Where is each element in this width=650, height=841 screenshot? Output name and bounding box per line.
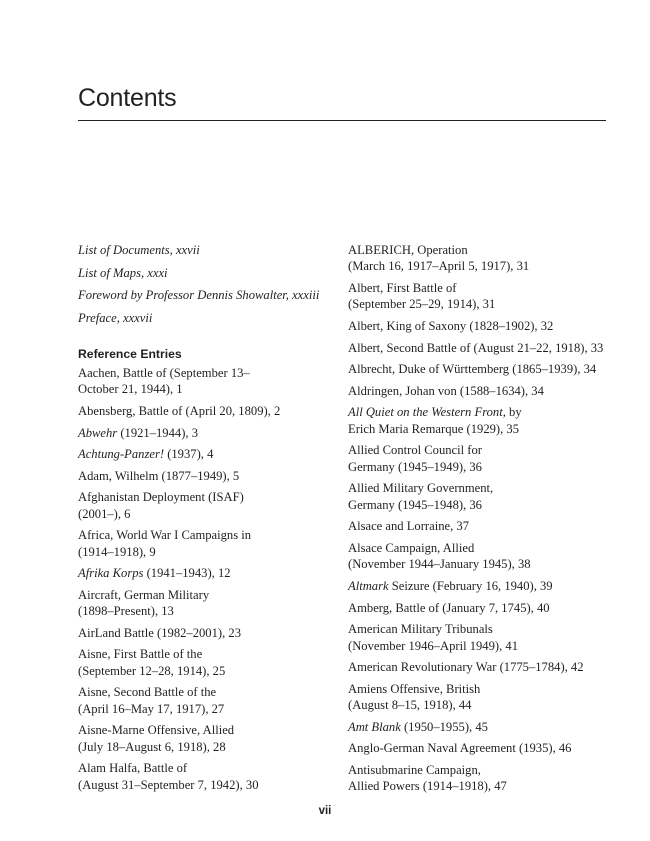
toc-entry-line: Alam Halfa, Battle of — [78, 761, 188, 776]
toc-entry[interactable] — [78, 684, 323, 717]
toc-entry-line: Erich Maria Remarque (1929), 35 — [348, 421, 520, 436]
toc-entry-line: Antisubmarine Campaign, — [348, 762, 481, 777]
toc-entry[interactable] — [348, 280, 610, 313]
toc-entry-line: Alsace and Lorraine, 37 — [348, 519, 469, 534]
page-title: Contents — [78, 84, 177, 112]
toc-entry-line: Adam, Wilhelm (1877–1949), 5 — [78, 468, 240, 483]
toc-entry-line: ALBERICH, Operation — [348, 243, 468, 257]
toc-entry-line: Alsace Campaign, Allied — [348, 540, 475, 555]
front-matter-item[interactable]: Preface, xxxvii — [78, 311, 153, 326]
contents-left-column — [78, 242, 323, 798]
toc-entry-line: Aisne, Second Battle of the — [78, 685, 217, 700]
toc-entry-italic-title: Abwehr — [78, 425, 118, 440]
toc-entry-line: (September 12–28, 1914), 25 — [78, 663, 226, 678]
toc-entry-line: Abensberg, Battle of (April 20, 1809), 2 — [78, 403, 281, 418]
toc-entry-italic-title: Altmark — [348, 578, 389, 593]
toc-entry-line: (March 16, 1917–April 5, 1917), 31 — [348, 259, 530, 274]
toc-entry-line: (August 8–15, 1918), 44 — [348, 698, 472, 713]
toc-entry[interactable] — [348, 659, 610, 675]
toc-entry[interactable] — [78, 446, 323, 462]
toc-entry[interactable] — [348, 740, 610, 756]
toc-entry-line: Allied Military Government, — [348, 481, 494, 496]
toc-entry-line — [348, 578, 610, 594]
toc-entry-line: (1914–1918), 9 — [78, 544, 156, 559]
toc-entry[interactable] — [348, 383, 610, 399]
toc-entry[interactable] — [348, 681, 610, 714]
toc-entry[interactable] — [348, 242, 610, 275]
toc-entry-italic-title: All Quiet on the Western Front, — [348, 405, 506, 420]
section-heading: Reference Entries — [78, 346, 182, 361]
toc-entry[interactable] — [78, 587, 323, 620]
toc-entry-line: Germany (1945–1948), 36 — [348, 497, 482, 512]
toc-entry[interactable] — [78, 468, 323, 484]
toc-entry[interactable] — [78, 625, 323, 641]
toc-entry-line: (April 16–May 17, 1917), 27 — [78, 701, 225, 716]
toc-entry[interactable] — [78, 365, 323, 398]
toc-entry-line: (August 31–September 7, 1942), 30 — [78, 777, 259, 792]
toc-entry[interactable] — [348, 404, 610, 437]
toc-entry-line: (September 25–29, 1914), 31 — [348, 297, 496, 312]
toc-entry-line: Albert, First Battle of — [348, 281, 457, 295]
toc-entry[interactable] — [348, 540, 610, 573]
toc-entry-line: Aircraft, German Military — [78, 587, 210, 602]
toc-entry[interactable] — [348, 621, 610, 654]
toc-entry[interactable] — [78, 760, 323, 793]
toc-entry[interactable] — [348, 361, 610, 377]
toc-entry-italic-title: Achtung-Panzer! — [78, 447, 165, 462]
toc-entry-line: Amiens Offensive, British — [348, 681, 481, 696]
toc-entry-line — [348, 404, 610, 420]
toc-entry-line: Aldringen, Johan von (1588–1634), 34 — [348, 383, 544, 398]
toc-entry-line: (2001–), 6 — [78, 506, 131, 521]
toc-entry-line: American Military Tribunals — [348, 622, 493, 637]
toc-entry-line — [78, 565, 323, 581]
page-number: vii — [318, 805, 332, 817]
toc-entry-line: Afghanistan Deployment (ISAF) — [78, 490, 244, 505]
toc-entry-line: Albert, Second Battle of (August 21–22, 1918), 33 — [348, 340, 604, 355]
toc-entry-line: Albrecht, Duke of Württemberg (1865–1939), 34 — [348, 362, 597, 377]
front-matter-item[interactable]: List of Maps, xxxi — [78, 265, 168, 280]
toc-entry-line: Aisne, First Battle of the — [78, 647, 203, 662]
toc-entry[interactable] — [348, 442, 610, 475]
toc-entry-italic-title: Amt Blank — [348, 719, 401, 734]
toc-entry[interactable] — [78, 646, 323, 679]
toc-entry-line: Albert, King of Saxony (1828–1902), 32 — [348, 319, 554, 333]
toc-entry-line: (November 1946–April 1949), 41 — [348, 638, 518, 653]
toc-entry-line: Aisne-Marne Offensive, Allied — [78, 723, 235, 738]
toc-entry[interactable] — [78, 489, 323, 522]
toc-entry[interactable] — [348, 480, 610, 513]
toc-entry[interactable] — [78, 722, 323, 755]
toc-entry[interactable] — [348, 578, 610, 594]
toc-entry-text: by — [505, 405, 522, 420]
toc-entry-text: (1937), 4 — [164, 447, 214, 462]
toc-entry-text: (1921–1944), 3 — [117, 425, 198, 440]
toc-entry-line: (November 1944–January 1945), 38 — [348, 557, 531, 572]
toc-entry-line: Allied Control Council for — [348, 443, 482, 458]
toc-entry-line: Anglo-German Naval Agreement (1935), 46 — [348, 741, 572, 756]
toc-entry-line: (1898–Present), 13 — [78, 604, 174, 619]
toc-entry-line: AirLand Battle (1982–2001), 23 — [78, 625, 241, 640]
toc-entry-line — [348, 719, 610, 735]
toc-entry-line — [78, 425, 323, 441]
front-matter-list — [78, 242, 323, 327]
toc-entry-line: Allied Powers (1914–1918), 47 — [348, 779, 507, 794]
toc-entry-line: Germany (1945–1949), 36 — [348, 459, 482, 474]
toc-entry-line: Aachen, Battle of (September 13– — [78, 365, 250, 380]
front-matter-item[interactable]: List of Documents, xxvii — [78, 243, 200, 257]
toc-entry[interactable] — [78, 425, 323, 441]
toc-entry-line: October 21, 1944), 1 — [78, 382, 183, 397]
title-rule — [78, 120, 606, 121]
toc-entry-italic-title: Afrika Korps — [78, 566, 144, 581]
toc-entry[interactable] — [348, 340, 610, 356]
toc-entry[interactable] — [348, 762, 610, 795]
left-entry-list — [78, 365, 323, 793]
toc-entry[interactable] — [348, 518, 610, 534]
toc-entry[interactable] — [348, 318, 610, 334]
toc-entry[interactable] — [78, 403, 323, 419]
toc-entry[interactable] — [348, 719, 610, 735]
toc-entry-line: Africa, World War I Campaigns in — [78, 528, 252, 543]
toc-entry[interactable] — [78, 565, 323, 581]
toc-entry-line — [78, 446, 323, 462]
toc-entry[interactable] — [78, 527, 323, 560]
right-entry-list — [348, 242, 610, 795]
toc-entry-line: (July 18–August 6, 1918), 28 — [78, 739, 226, 754]
toc-entry-text: (1950–1955), 45 — [400, 719, 488, 734]
front-matter-item[interactable]: Foreword by Professor Dennis Showalter, xxxiii — [78, 288, 320, 303]
toc-entry-text: Seizure (February 16, 1940), 39 — [388, 578, 553, 593]
toc-entry-line: Amberg, Battle of (January 7, 1745), 40 — [348, 600, 550, 615]
toc-entry-text: (1941–1943), 12 — [143, 566, 231, 581]
toc-entry-line: American Revolutionary War (1775–1784), 42 — [348, 660, 584, 675]
contents-right-column — [348, 242, 610, 800]
toc-entry[interactable] — [348, 600, 610, 616]
